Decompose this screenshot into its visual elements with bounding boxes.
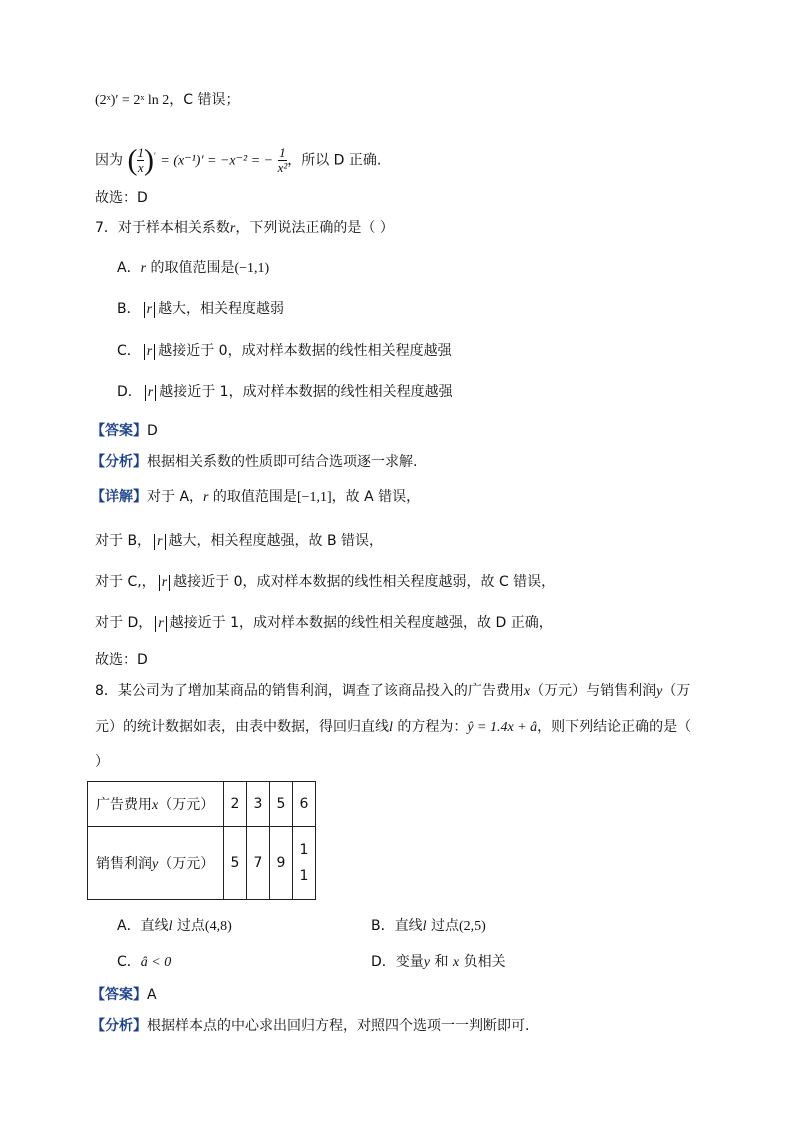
stem-text: 7．对于样本相关系数	[95, 220, 230, 236]
table-cell: 7	[247, 827, 270, 900]
q7-answer	[91, 421, 158, 441]
analysis-tag: 【分析】	[91, 1018, 147, 1034]
detail-text: 越大，相关程度越强，故 B 错误，	[168, 533, 384, 549]
detail-math: [−1,1]	[296, 490, 332, 505]
q7-analysis	[91, 452, 417, 472]
option-label: D．变量	[371, 954, 424, 970]
abs-r: r	[155, 616, 166, 632]
var-l: l	[389, 720, 393, 735]
answer-tag: 【答案】	[91, 987, 147, 1003]
option-text: 的取值范围是	[146, 260, 235, 276]
option-text: 越接近于 0，成对样本数据的线性相关程度越强	[158, 343, 452, 359]
table-cell: 5	[270, 782, 293, 827]
q8-stem-1	[95, 681, 690, 702]
q7-option-a	[117, 258, 269, 279]
regression-equation: ŷ = 1.4x + â	[467, 720, 538, 735]
frac-num: 1	[137, 145, 144, 161]
paren-open: (	[127, 143, 138, 177]
abs-r: r	[145, 385, 156, 401]
option-text: 负相关	[459, 954, 506, 970]
q7-detail-1	[91, 487, 420, 508]
option-text: 越接近于 1，成对样本数据的线性相关程度越强	[159, 384, 453, 400]
option-label: C．	[117, 343, 141, 359]
detail-text: 的取值范围是	[208, 489, 297, 505]
table-cell: 5	[224, 827, 247, 900]
stem-tail: ，下列说法正确的是（ ）	[235, 220, 394, 236]
detail-text: 对于 D，	[95, 615, 153, 631]
stem-text: （万	[662, 683, 691, 699]
q8-analysis	[91, 1016, 529, 1036]
answer-tag: 【答案】	[91, 423, 147, 439]
var-y: y	[152, 857, 159, 872]
var-x: x	[452, 955, 460, 970]
row-label: （万元）	[158, 797, 215, 813]
detail-tag: 【详解】	[91, 489, 147, 505]
q8-option-c	[117, 952, 171, 973]
abs-r: r	[144, 344, 155, 360]
fraction-one-over-x2	[278, 146, 288, 175]
var-l: l	[422, 919, 427, 934]
q8-stem-3: ）	[95, 754, 109, 770]
option-text: 和	[430, 954, 453, 970]
detail-text: ，故 A 错误，	[331, 489, 421, 505]
solution-line-d: 因为 ( $\frac{1}{x}$ )′ = (x⁻¹)′ = −x⁻² = − $\frac{1}{\text{x²}}$ ，所以 D 正确.	[95, 143, 382, 177]
q7-detail-2	[95, 531, 383, 551]
math-middle: = (x⁻¹)′ = −x⁻² = −	[160, 153, 274, 169]
var-r: r	[203, 490, 209, 505]
abs-r: r	[159, 575, 170, 591]
stem-text: 元）的统计数据如表，由表中数据，得回归直线	[95, 719, 389, 735]
data-table	[87, 781, 316, 900]
answer-value: A	[147, 987, 157, 1003]
table-cell: 6	[293, 782, 316, 827]
row-label: 销售利润	[96, 856, 152, 872]
option-math: â < 0	[140, 955, 172, 970]
table-row	[88, 827, 316, 900]
table-cell: 9	[270, 827, 293, 900]
option-math: (2,5)	[458, 919, 486, 934]
option-math: (4,8)	[204, 919, 232, 934]
option-label: A．	[117, 260, 141, 276]
option-math: (−1,1)	[234, 261, 270, 276]
line-prefix: 因为	[95, 152, 123, 169]
q7-option-c	[117, 341, 452, 361]
var-r: r	[140, 261, 147, 276]
stem-text: 的方程为：	[392, 719, 468, 735]
cell-digit: 1	[299, 868, 309, 884]
option-label: C．	[117, 954, 141, 970]
option-label: A．直线	[117, 918, 169, 934]
option-label: D．	[117, 384, 142, 400]
table-cell: 2	[224, 782, 247, 827]
detail-text: 对于 C,，	[95, 574, 156, 590]
row-label: 广告费用	[96, 797, 152, 813]
frac-den: x²	[277, 160, 288, 176]
row-header	[88, 827, 224, 900]
q8-option-a	[117, 916, 232, 937]
q7-final: 故选：D	[95, 652, 148, 668]
q7-detail-4	[95, 613, 553, 633]
frac-den: x	[137, 160, 144, 176]
row-header	[88, 782, 224, 827]
cell-digit: 1	[299, 842, 309, 858]
answer-line: 故选：D	[95, 190, 148, 206]
var-y: y	[656, 684, 663, 699]
q8-option-b	[371, 916, 486, 937]
q7-option-b	[117, 299, 284, 319]
table-row	[88, 782, 316, 827]
derivative-formula: (2ˣ)′ = 2ˣ ln 2	[95, 93, 170, 108]
detail-text: 越接近于 1，成对样本数据的线性相关程度越强，故 D 正确，	[169, 615, 553, 631]
row-label: （万元）	[158, 856, 215, 872]
line-text: ，C 错误；	[169, 92, 240, 108]
analysis-text: 根据样本点的中心求出回归方程，对照四个选项一一判断即可.	[147, 1018, 530, 1034]
var-x: x	[152, 798, 159, 813]
stem-text: ，则下列结论正确的是（	[537, 719, 692, 735]
table-cell: 3	[247, 782, 270, 827]
option-text: 越大，相关程度越弱	[158, 301, 285, 317]
frac-num: 1	[279, 145, 286, 161]
table-cell	[293, 827, 316, 900]
stem-text: （万元）与销售利润	[530, 683, 657, 699]
q7-detail-3	[95, 572, 555, 592]
var-x: x	[523, 684, 531, 699]
analysis-text: 根据相关系数的性质即可结合选项逐一求解.	[147, 454, 418, 470]
analysis-tag: 【分析】	[91, 454, 147, 470]
q8-stem-2	[95, 717, 691, 738]
stem-text: 8．某公司为了增加某商品的销售利润，调查了该商品投入的广告费用	[95, 683, 524, 699]
option-text: 过点	[172, 918, 205, 934]
detail-text: 越接近于 0，成对样本数据的线性相关程度越弱，故 C 错误，	[173, 574, 556, 590]
var-y: y	[423, 955, 430, 970]
detail-text: 对于 A，	[147, 489, 204, 505]
abs-r: r	[144, 302, 155, 318]
q7-option-d	[117, 382, 453, 402]
abs-r: r	[154, 534, 165, 550]
line-text: ，所以 D 正确.	[287, 152, 382, 169]
var-l: l	[168, 919, 173, 934]
answer-value: D	[147, 423, 158, 439]
q8-option-d	[371, 952, 506, 973]
option-label: B．直线	[371, 918, 423, 934]
var-r: r	[229, 221, 236, 236]
option-text: 过点	[426, 918, 459, 934]
option-label: B．	[117, 301, 141, 317]
q7-stem	[95, 218, 394, 239]
paren-close: )	[143, 143, 154, 177]
detail-text: 对于 B，	[95, 533, 152, 549]
solution-line-c	[95, 90, 240, 111]
q8-answer	[91, 985, 157, 1005]
